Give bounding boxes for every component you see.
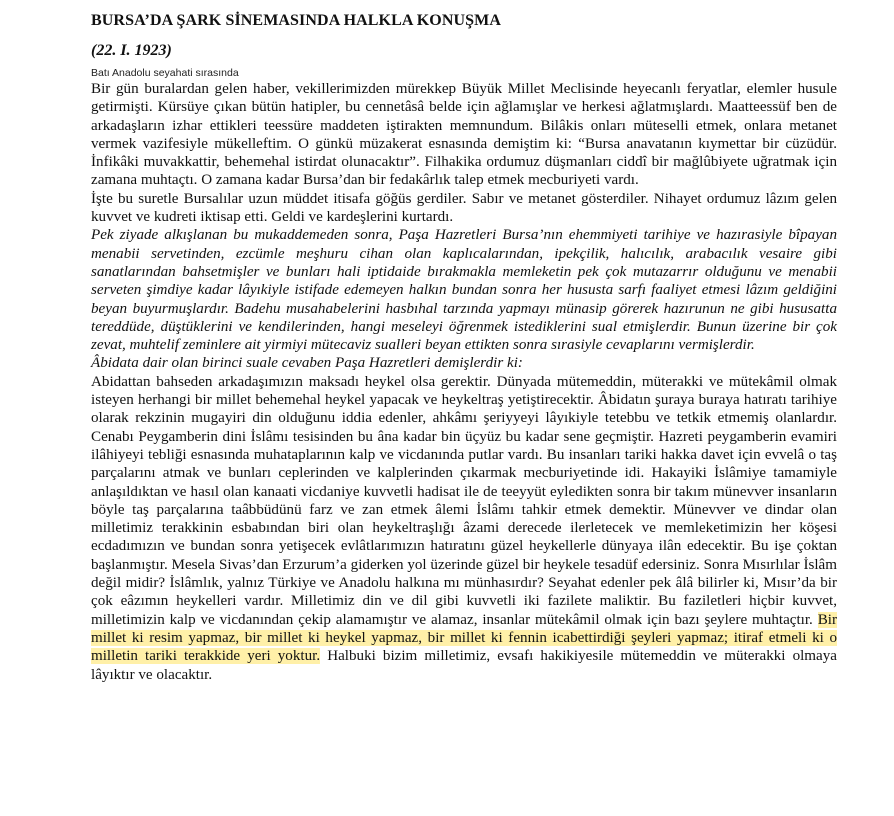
paragraph-5-text-b: Halbuki bizim milletimiz, evsafı hakikiyesile mütemeddin ve müterakki olmaya lâyıktır ve olacaktır.	[91, 648, 837, 683]
paragraph-4-italic	[91, 354, 837, 372]
paragraph-5-text-a: Abidattan bahseden arkadaşımızın maksadı heykel olsa gerektir. Dünyada mütemeddin, müterakki ve mütekâmil olmak isteyen herhangi bir millet behemehal heykel yapacak ve heykeltraş yetiştirecektir. Âbidatın şuraya buraya hatıratı tarihiye olarak rekzinin mugayiri din olduğunu iddia edenler, ahkâmı şeriyyeyi lâyıkiyle tetebbu ve tetkik etmemiş olanlardır. Cenabı Peygamberin dini İslâmı tesisinden bu âna kadar bin üçyüz bu kadar sene geçmiştir. Hazreti peygamberin evamiri ilâhiyeyi tebliği esnasında muhataplarının kalp ve vicdanında putlar vardı. Bu insanları tariki hakka davet için evvelâ o taş parçalarını atmak ve bunları ceplerinden ve kalplerinden çıkarmak mecburiyetinde idi. Hakayiki İslâmiye tamamiyle anlaşıldıktan ve hasıl olan kanaati vicdaniye kuvvetli hadisat ile de teeyyüt eyledikten sonra bir takım münevver insanların böyle taş parçalarına taâbbüdünü farz ve zan etmek âlemi İslâmı tahkir etmek demektir. Münevver ve dindar olan milletimiz terakkinin esbabından biri olan heykeltraşlığı âzami derecede ilerletecek ve memleketimizin her köşesi ecdadımızın ve bundan sonra yetişecek evlâtlarımızın hatıratını güzel heykellerle dünyaya ilân edecektir. Bu işe çoktan başlanmıştır. Mesela Sivas’dan Erzurum’a giderken yol üzerinde güzel bir heykele tesadüf edersiniz. Sonra Mısırlılar İslâm değil midir? İslâmlık, yalnız Türkiye ve Anadolu halkına mı münhasırdır? Seyahat edenler pek âlâ bilirler ki, Mısır’da bir çok eâzımın heykelleri vardır. Milletimiz din ve dil gibi kuvvetli iki fazilete maliktir. Bu faziletleri hiçbir kuvvet, milletimizin kalp ve vicdanından çekip alamamıştır ve alamaz, insanlar mütekâmil olmak için bazı şeylere muhtaçtır.	[91, 373, 837, 628]
paragraph-2-text: İşte bu suretle Bursalılar uzun müddet itisafa göğüs gerdiler. Sabır ve metanet gösterdiler. Nihayet ordumuz lâzım gelen kuvvet ve kudreti iktisap etti. Geldi ve kardeşlerini kurtardı.	[91, 190, 837, 226]
paragraph-4-text: Âbidata dair olan birinci suale cevaben Paşa Hazretleri demişlerdir ki:	[91, 355, 523, 372]
paragraph-3-italic	[91, 226, 837, 354]
speech-date: (22. I. 1923)	[91, 42, 172, 59]
paragraph-1	[91, 80, 837, 190]
document-title: BURSA’DA ŞARK SİNEMASINDA HALKLA KONUŞMA	[91, 12, 501, 29]
paragraph-2	[91, 190, 837, 227]
paragraph-5	[91, 373, 837, 684]
paragraph-3-text: Pek ziyade alkışlanan bu mukaddemeden sonra, Paşa Hazretleri Bursa’nın ehemmiyeti tarihiye ve hazırasiyle bîpayan menabii servetinden, ezcümle meşhuru cihan olan kaplıcalarından, ipekçilik, halıcılık, arabacılık vesaire gibi sanatlarından bahsetmişler ve bunları hali iptidaide bırakmakla memleketin pek çok mutazarrır olduğunu ve menabii serveten şimdiye kadar lâyıkiyle istifade edemeyen halkın bundan sonra her hususta sarfı faaliyet etmesi lâzım geldiğini beyan buyurmuşlardır. Badehu musahabelerini hasbıhal tarzında yapmayı münasip görerek hazırunun ne gibi hususatta tereddüde, düştüklerini ve kendilerinden, hangi meseleyi öğrenmek istediklerini sual etmişlerdir. Bunun üzerine bir çok zevat, muhtelif zeminlere ait yirmiyi mütecaviz sualleri beyan ettikten sonra sırasiyle cevaplarını vermişlerdir.	[91, 227, 837, 354]
paragraph-1-text: Bir gün buralardan gelen haber, vekillerimizden mürekkep Büyük Millet Meclisinde heyecanlı feryatlar, elemler husule getirmişti. Kürsüye çıkan bütün hatipler, bu cennetâsâ belde için ağlamışlar ve herkesi ağlatmışlardı. Maatteessüf ben de arkadaşların izhar ettikleri teessüre maddeten iştirakten memnundum. Bilâkis onları müteselli etmek, onlara metanet vermek vazifesiyle mükelleftim. O günkü müzakerat esnasında demiştim ki: “Bursa anavatanın kıymettar bir cüzüdür. İnfikâki muvakkattir, behemehal istirdat olunacaktır”. Filhakika ordumuz düşmanları ciddî bir mağlûbiyete uğratmak için zamana muhtaçtı. O zamana kadar Bursa’dan bir fedakârlık talep etmek mecburiyeti vardı.	[91, 81, 837, 189]
highlighted-quote: Bir millet ki resim yapmaz, bir millet ki heykel yapmaz, bir millet ki fennin icabettirdiği şeyleri yapmaz; itiraf etmeli ki o milletin tariki terakkide yeri yoktur.	[91, 611, 837, 665]
document-subtitle: Batı Anadolu seyahati sırasında	[91, 67, 239, 79]
document-page	[91, 10, 837, 684]
